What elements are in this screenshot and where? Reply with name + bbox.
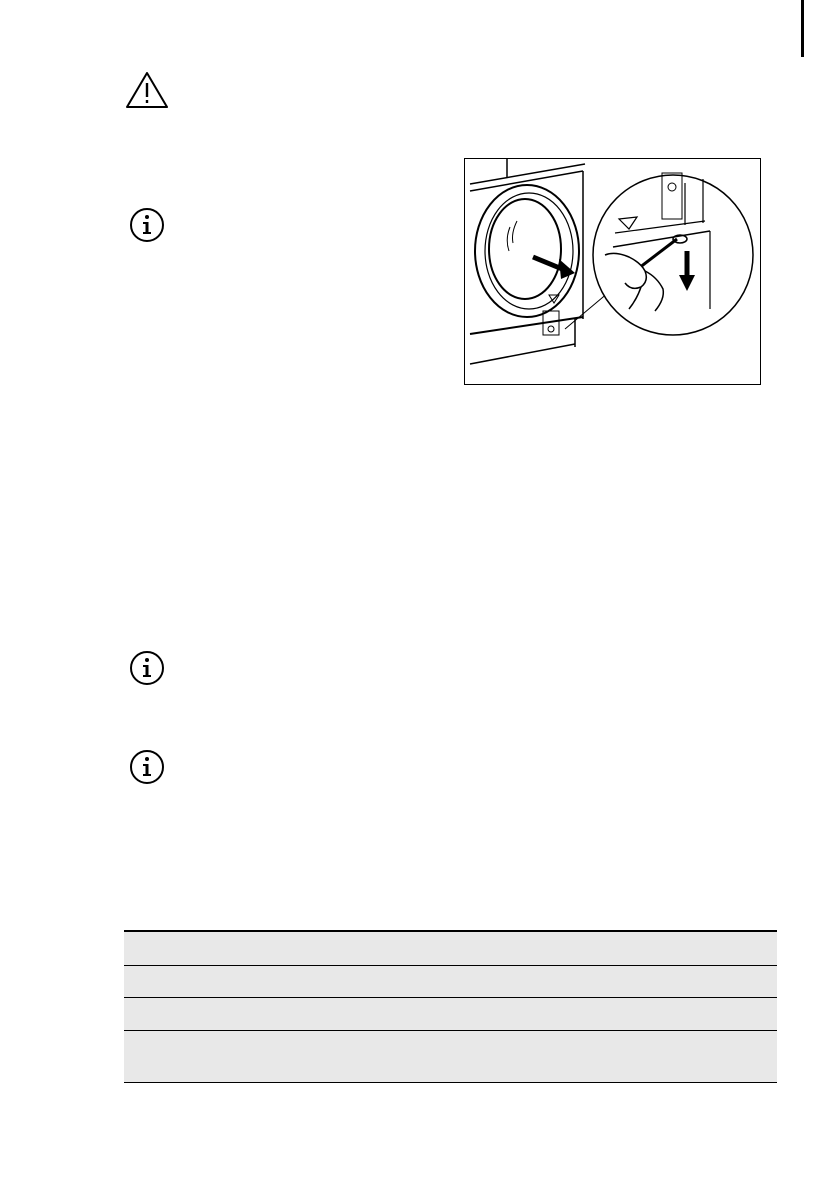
page-edge-marker [801, 0, 804, 57]
spec-table [124, 930, 777, 1083]
door-release-illustration [464, 158, 761, 385]
info-icon [129, 749, 165, 785]
warning-icon [125, 71, 169, 109]
table-row [124, 931, 777, 966]
info-icon [129, 650, 165, 686]
info-icon [129, 207, 165, 243]
table-row [124, 998, 777, 1031]
table-row [124, 1031, 777, 1083]
table-row [124, 966, 777, 998]
